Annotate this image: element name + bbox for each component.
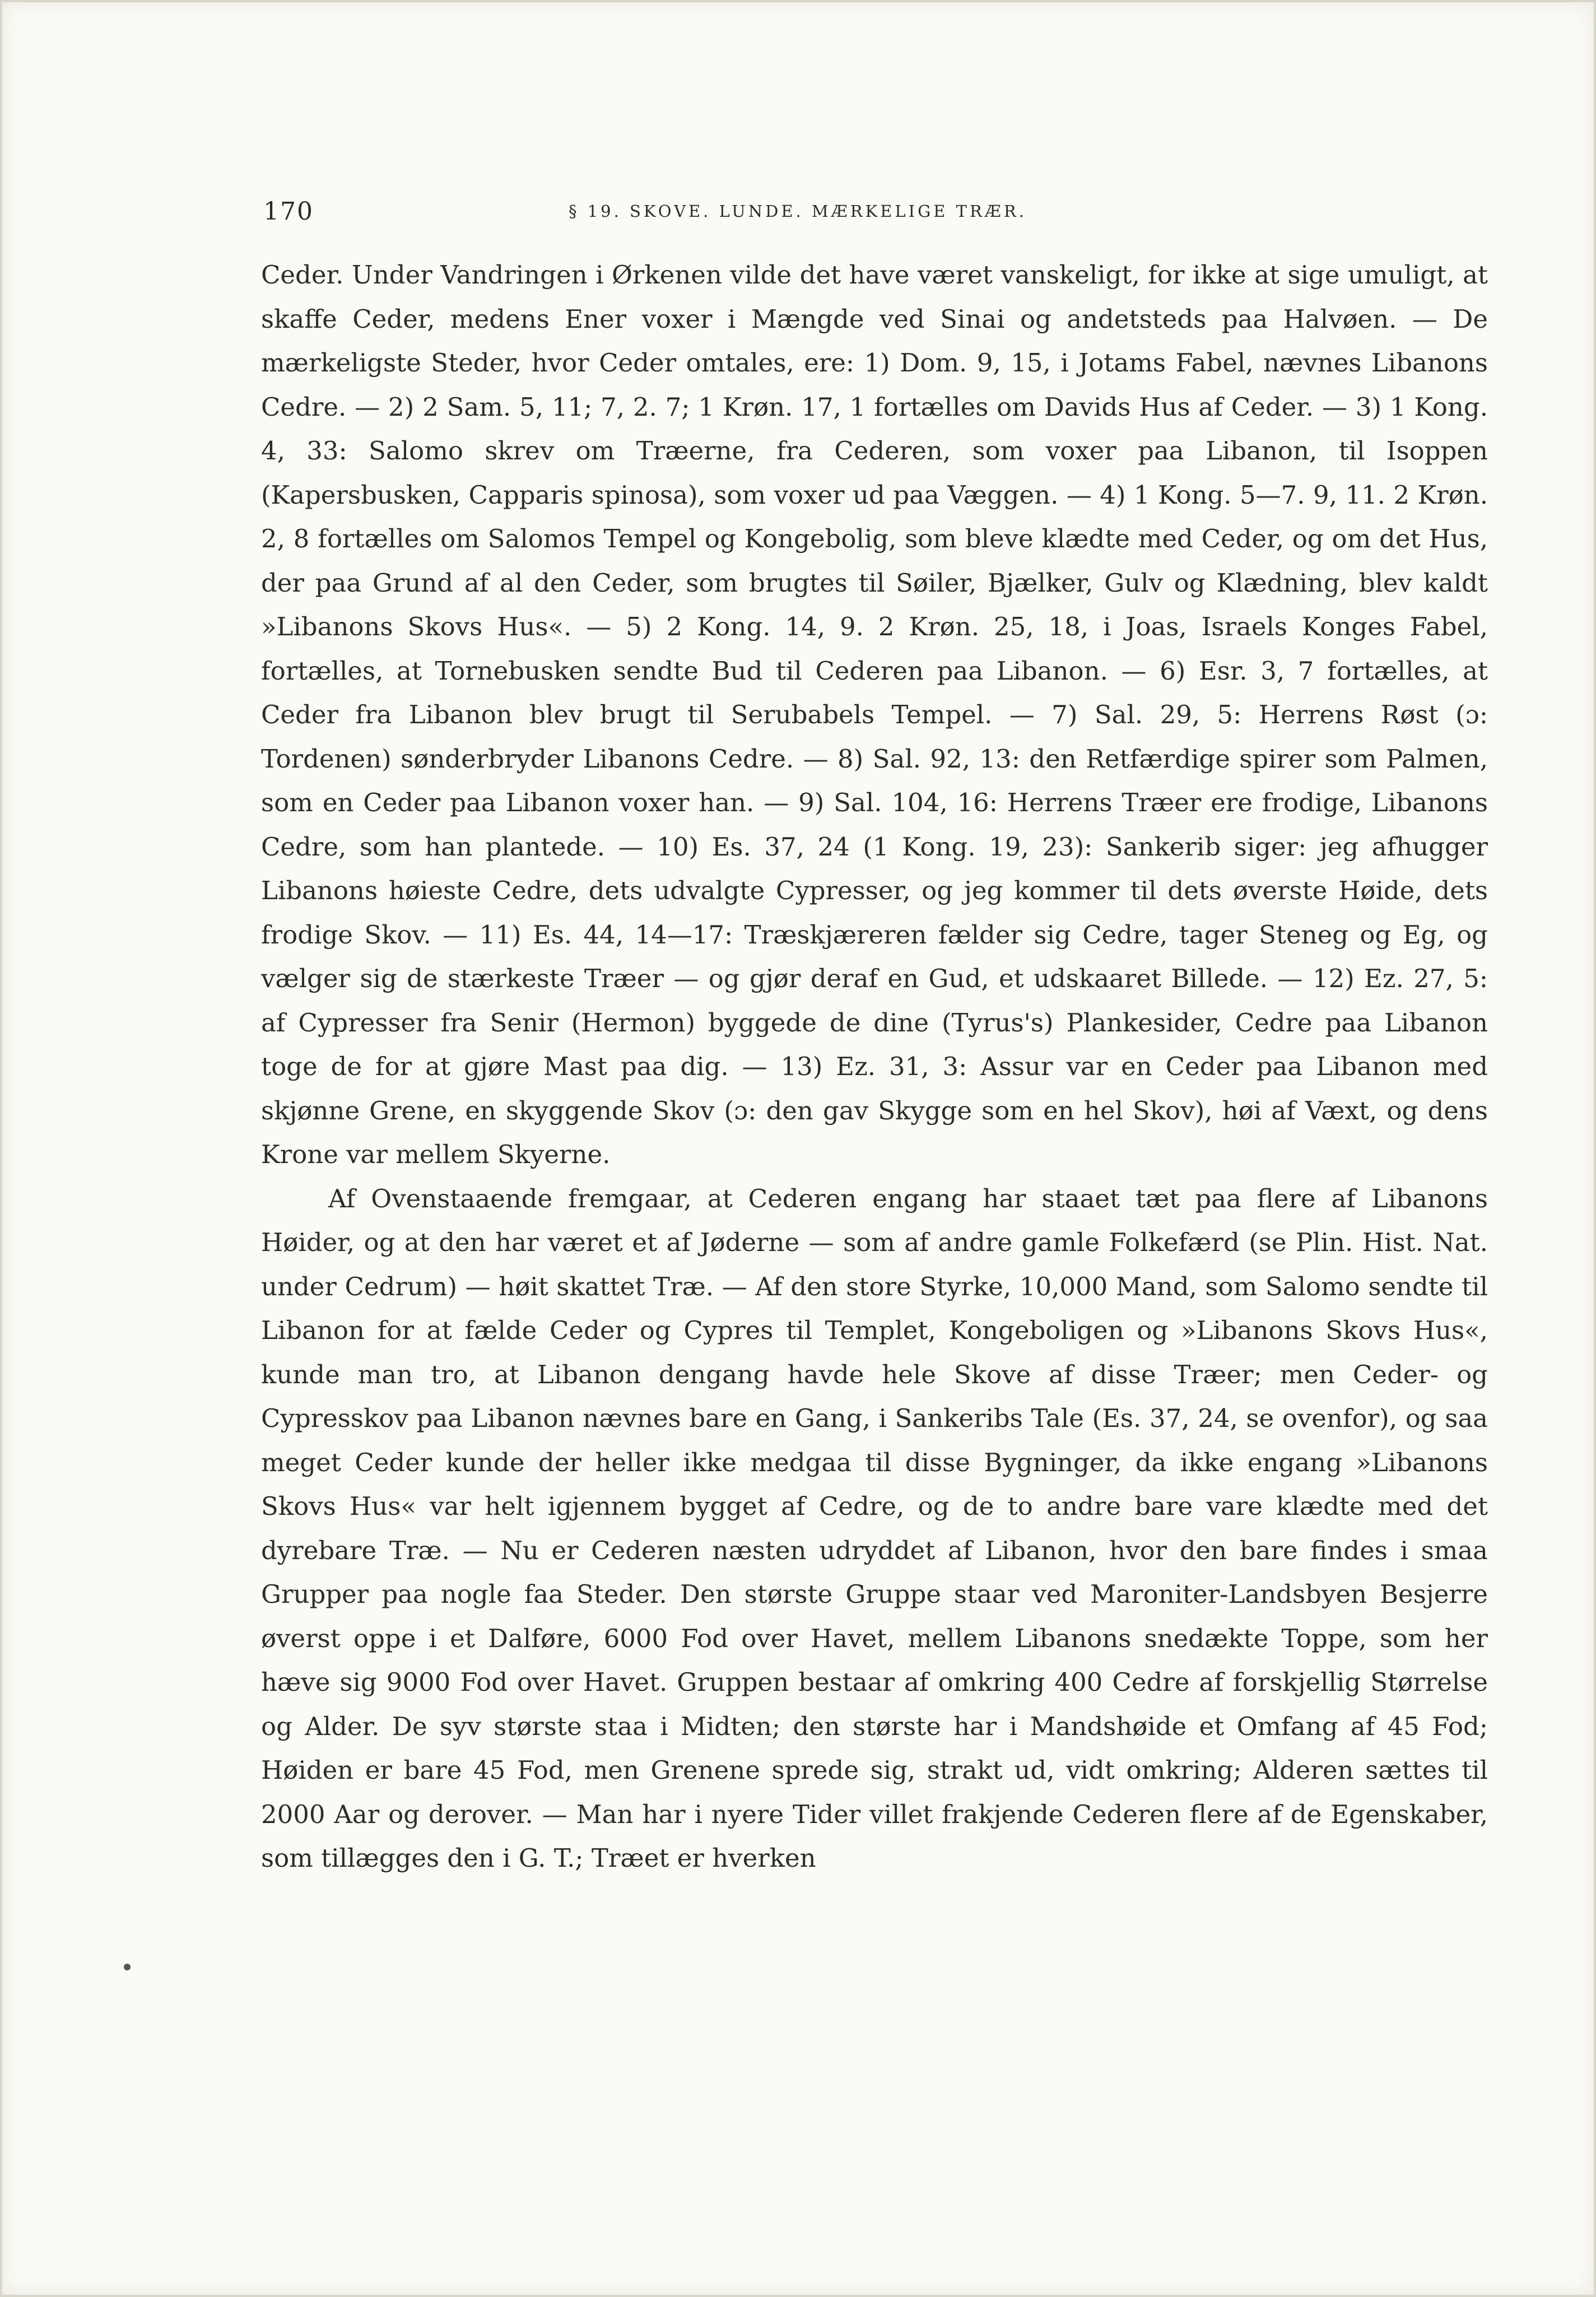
paragraph-1: Ceder. Under Vandringen i Ørkenen vilde det have været vanskeligt, for ikke at sige umuligt, at skaffe Ceder, medens Ener voxer i Mængde ved Sinai og andetsteds paa Halvøen. — De mærkeligste Steder, hvor Ceder omtales, ere: 1) Dom. 9, 15, i Jotams Fabel, nævnes Libanons Cedre. — 2) 2 Sam. 5, 11; 7, 2. 7; 1 Krøn. 17, 1 fortælles om Davids Hus af Ceder. — 3) 1 Kong. 4, 33: Salomo skrev om Træerne, fra Cederen, som voxer paa Libanon, til Isoppen (Kapersbusken, Capparis spinosa), som voxer ud paa Væggen. — 4) 1 Kong. 5—7. 9, 11. 2 Krøn. 2, 8 fortælles om Salomos Tempel og Kongebolig, som bleve klædte med Ceder, og om det Hus, der paa Grund af al den Ceder, som brugtes til Søiler, Bjælker, Gulv og Klædning, blev kaldt »Libanons Skovs Hus«. — 5) 2 Kong. 14, 9. 2 Krøn. 25, 18, i Joas, Israels Konges Fabel, fortælles, at Tornebusken sendte Bud til Cederen paa Libanon. — 6) Esr. 3, 7 fortælles, at Ceder fra Libanon blev brugt til Serubabels Tempel. — 7) Sal. 29, 5: Herrens Røst (ɔ: Tordenen) sønderbryder Libanons Cedre. — 8) Sal. 92, 13: den Retfærdige spirer som Palmen, som en Ceder paa Libanon voxer han. — 9) Sal. 104, 16: Herrens Træer ere frodige, Libanons Cedre, som han plantede. — 10) Es. 37, 24 (1 Kong. 19, 23): Sankerib siger: jeg afhugger Libanons høieste Cedre, dets udvalgte Cypresser, og jeg kommer til dets øverste Høide, dets frodige Skov. — 11) Es. 44, 14—17: Træskjæreren fælder sig Cedre, tager Steneg og Eg, og vælger sig de stærkeste Træer — og gjør deraf en Gud, et udskaaret Billede. — 12) Ez. 27, 5: af Cypresser fra Senir (Hermon) byggede de dine (Tyrus's) Plankesider, Cedre paa Libanon toge de for at gjøre Mast paa dig. — 13) Ez. 31, 3: Assur var en Ceder paa Libanon med skjønne Grene, en skyggende Skov (ɔ: den gav Skygge som en hel Skov), høi af Væxt, og dens Krone var mellem Skyerne. bbox=[261, 260, 1488, 1169]
paragraph-2: Af Ovenstaaende fremgaar, at Cederen engang har staaet tæt paa flere af Libanons Høider, og at den har været et af Jøderne — som af andre gamle Folkefærd (se Plin. Hist. Nat. under Cedrum) — høit skattet Træ. — Af den store Styrke, 10,000 Mand, som Salomo sendte til Libanon for at fælde Ceder og Cypres til Templet, Kongeboligen og »Libanons Skovs Hus«, kunde man tro, at Libanon dengang havde hele Skove af disse Træer; men Ceder- og Cypresskov paa Libanon nævnes bare en Gang, i Sankeribs Tale (Es. 37, 24, se ovenfor), og saa meget Ceder kunde der heller ikke medgaa til disse Bygninger, da ikke engang »Libanons Skovs Hus« var helt igjennem bygget af Cedre, og de to andre bare vare klædte med det dyrebare Træ. — Nu er Cederen næsten udryddet af Libanon, hvor den bare findes i smaa Grupper paa nogle faa Steder. Den største Gruppe staar ved Maroniter-Landsbyen Besjerre øverst oppe i et Dalføre, 6000 Fod over Havet, mellem Libanons snedækte Toppe, som her hæve sig 9000 Fod over Havet. Gruppen bestaar af omkring 400 Cedre af forskjellig Størrelse og Alder. De syv største staa i Midten; den største har i Mandshøide et Omfang af 45 Fod; Høiden er bare 45 Fod, men Grenene sprede sig, strakt ud, vidt omkring; Alderen sættes til 2000 Aar og derover. — Man har i nyere Tider villet frakjende Cederen flere af de Egenskaber, som tillægges den i G. T.; Træet er hverken bbox=[261, 1183, 1488, 1873]
page-header bbox=[263, 197, 1227, 231]
page-number: 170 bbox=[263, 197, 314, 226]
body-text bbox=[261, 253, 1488, 1881]
ink-speck bbox=[124, 1964, 131, 1970]
running-head: § 19. SKOVE. LUNDE. MÆRKELIGE TRÆR. bbox=[569, 202, 1027, 221]
